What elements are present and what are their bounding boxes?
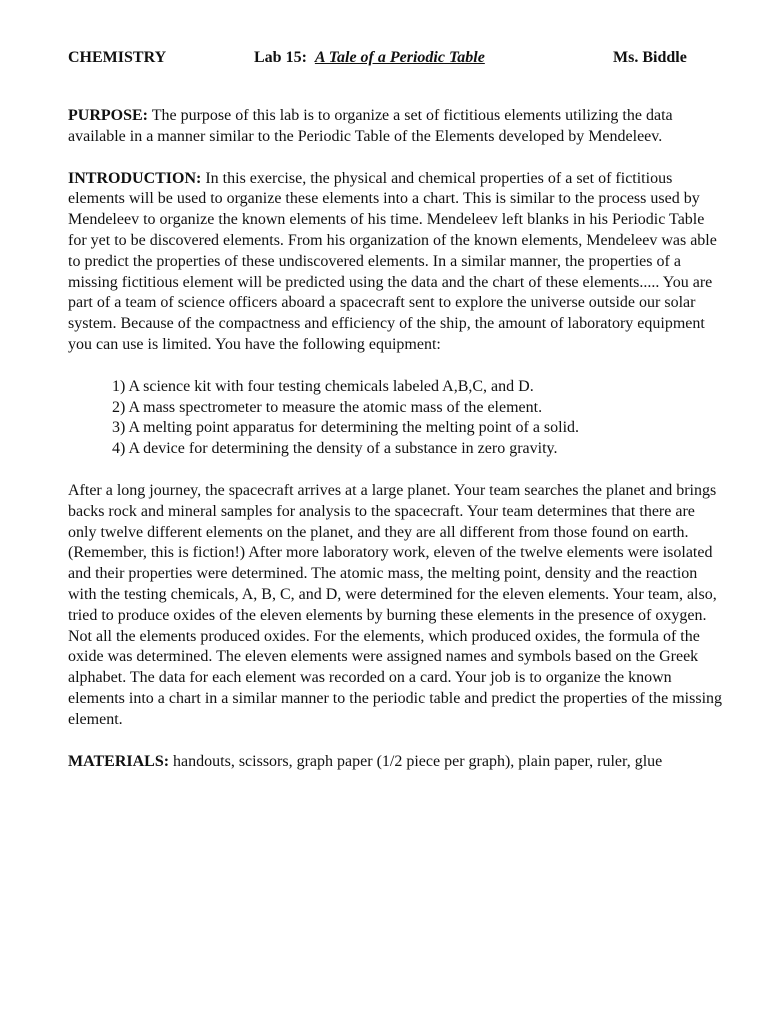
list-item: 4) A device for determining the density of a substance in zero gravity.: [112, 440, 558, 458]
equipment-list: [68, 377, 724, 460]
introduction-paragraph: [68, 169, 724, 356]
materials-paragraph: [68, 752, 724, 773]
lab-title: A Tale of a Periodic Table: [314, 49, 485, 66]
story-paragraph: After a long journey, the spacecraft arrives at a large planet. Your team searches the planet and brings backs rock and mineral samples for analysis to the spacecraft. Your team determines that there are only twelve different elements on the planet, and they are all different from those found on earth. (Remember, this is fiction!) After more laboratory work, eleven of the twelve elements were isolated and their properties were determined. The atomic mass, the melting point, density and the reaction with the testing chemicals, A, B, C, and D, were determined for the eleven elements. Your team, also, tried to produce oxides of the eleven elements by burning these elements in the presence of oxygen. Not all the elements produced oxides. For the elements, which produced oxides, the formula of the oxide was determined. The eleven elements were assigned names and symbols based on the Greek alphabet. The data for each element was recorded on a card. Your job is to organize the known elements into a chart in a similar manner to the periodic table and predict the properties of the missing element.: [68, 481, 723, 728]
teacher-name: Ms. Biddle: [613, 49, 687, 66]
materials-text: handouts, scissors, graph paper (1/2 piece per graph), plain paper, ruler, glue: [173, 752, 663, 770]
document-header: [68, 48, 708, 70]
subject-label: CHEMISTRY: [68, 49, 167, 66]
list-item: 2) A mass spectrometer to measure the atomic mass of the element.: [112, 398, 543, 416]
purpose-paragraph: [68, 106, 724, 148]
list-item: 1) A science kit with four testing chemicals labeled A,B,C, and D.: [112, 377, 534, 395]
introduction-text: In this exercise, the physical and chemical properties of a set of fictitious elements will be used to organize these elements into a chart. This is similar to the process used by Mendeleev to organize the known elements of his time. Mendeleev left blanks in his Periodic Table for yet to be discovered elements. From his organization of the known elements, Mendeleev was able to predict the properties of these undiscovered elements. In a similar manner, the properties of a missing fictitious element will be predicted using the data and the chart of these elements..... You are part of a team of science officers aboard a spacecraft sent to explore the universe outside our solar system. Because of the compactness and efficiency of the ship, the amount of laboratory equipment you can use is limited. You have the following equipment:: [68, 169, 717, 353]
purpose-label: PURPOSE:: [68, 107, 148, 124]
document-body: [68, 106, 724, 793]
list-item: 3) A melting point apparatus for determining the melting point of a solid.: [112, 419, 580, 437]
lab-heading: [254, 48, 485, 69]
materials-label: MATERIALS:: [68, 752, 170, 770]
purpose-text: The purpose of this lab is to organize a set of fictitious elements utilizing the data available in a manner similar to the Periodic Table of the Elements developed by Mendeleev.: [68, 107, 673, 145]
introduction-label: INTRODUCTION:: [68, 169, 202, 187]
lab-number: Lab 15:: [254, 49, 307, 66]
